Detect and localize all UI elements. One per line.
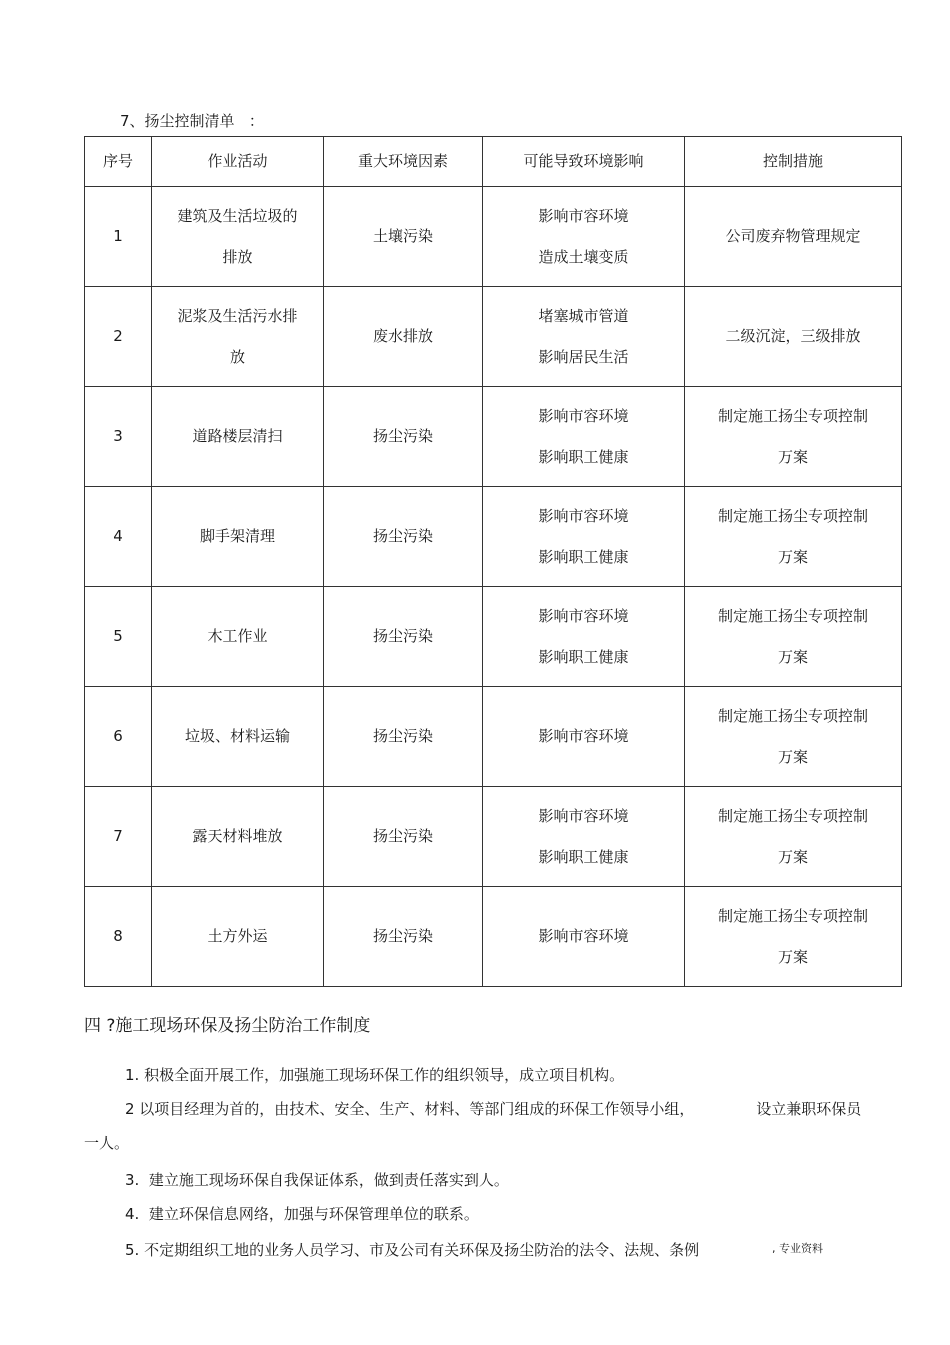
cell-factor: 扬尘污染 [324,887,483,987]
cell-activity [152,587,324,687]
header-serial: 序号 [85,137,152,187]
cell-impact-line: 影响市容环境 [538,406,629,425]
cell-activity [152,687,324,787]
cell-factor: 扬尘污染 [324,587,483,687]
cell-factor: 扬尘污染 [324,487,483,587]
cell-measure-line: 公司废弃物管理规定 [725,227,861,245]
cell-measure-line: 万案 [777,747,808,766]
cell-activity-line: 土方外运 [207,927,268,945]
header-factor: 重大环境因素 [324,137,483,187]
table-caption: 7、扬尘控制清单 ： [120,112,264,130]
cell-impact-line: 影响市容环境 [538,727,629,745]
cell-impact [483,887,685,987]
table-row [85,187,902,287]
cell-measure [685,487,902,587]
cell-impact-line: 影响市容环境 [538,806,629,825]
cell-measure [685,187,902,287]
cell-measure [685,787,902,887]
rule-item-1: 1. 积极全面开展工作，加强施工现场环保工作的组织领导，成立项目机构。 [125,1066,625,1084]
cell-impact [483,487,685,587]
table-row [85,887,902,987]
cell-impact-line: 堵塞城市管道 [538,306,629,325]
cell-impact-line: 影响居民生活 [538,347,629,366]
cell-measure-line: 万案 [777,947,808,966]
cell-activity-line: 泥浆及生活污水排 [177,306,298,325]
cell-measure-line: 制定施工扬尘专项控制 [717,906,868,925]
cell-measure-line: 万案 [777,647,808,666]
cell-measure-line: 制定施工扬尘专项控制 [717,706,868,725]
cell-factor: 土壤污染 [324,187,483,287]
rule-item-4: 4. 建立环保信息网络，加强与环保管理单位的联系。 [125,1205,479,1223]
cell-serial: 1 [85,187,152,287]
cell-impact [483,787,685,887]
cell-activity-line: 脚手架清理 [199,527,275,545]
table-row [85,587,902,687]
cell-measure-line: 万案 [777,847,808,866]
cell-activity [152,187,324,287]
cell-impact-line: 影响市容环境 [538,927,629,945]
table-row [85,487,902,587]
cell-impact [483,187,685,287]
cell-activity-line: 建筑及生活垃圾的 [177,206,298,225]
cell-activity [152,387,324,487]
header-activity: 作业活动 [152,137,324,187]
cell-impact-line: 造成土壤变质 [538,247,629,266]
footer-note: , 专业资料 [772,1242,823,1255]
cell-measure [685,587,902,687]
cell-serial: 3 [85,387,152,487]
table-body [85,187,902,987]
cell-serial: 8 [85,887,152,987]
cell-impact-line: 影响市容环境 [538,206,629,225]
cell-measure-line: 制定施工扬尘专项控制 [717,606,868,625]
rule-item-2: 2 以项目经理为首的，由技术、安全、生产、材料、等部门组成的环保工作领导小组， 设立兼职环保员 [125,1100,862,1118]
cell-impact-line: 影响职工健康 [538,447,629,466]
cell-factor: 废水排放 [324,287,483,387]
table-row [85,387,902,487]
cell-impact [483,387,685,487]
cell-impact-line: 影响职工健康 [538,547,629,566]
dust-control-table [84,136,902,987]
rule-item-2-continued: 一人。 [84,1134,130,1152]
cell-serial: 2 [85,287,152,387]
table-row [85,787,902,887]
cell-activity [152,787,324,887]
cell-activity [152,887,324,987]
cell-serial: 4 [85,487,152,587]
rule-item-5: 5. 不定期组织工地的业务人员学习、市及公司有关环保及扬尘防治的法令、法规、条例 [125,1241,700,1259]
header-impact: 可能导致环境影响 [483,137,685,187]
table-row [85,687,902,787]
cell-measure [685,387,902,487]
cell-measure-line: 二级沉淀，三级排放 [725,327,861,345]
cell-impact-line: 影响职工健康 [538,847,629,866]
cell-serial: 7 [85,787,152,887]
cell-activity [152,487,324,587]
cell-measure [685,287,902,387]
cell-impact [483,287,685,387]
cell-measure-line: 万案 [777,447,808,466]
header-measure: 控制措施 [685,137,902,187]
cell-impact [483,687,685,787]
cell-serial: 5 [85,587,152,687]
cell-activity-line: 垃圾、材料运输 [184,727,290,745]
cell-impact-line: 影响市容环境 [538,506,629,525]
cell-measure-line: 万案 [777,547,808,566]
cell-activity-line: 放 [229,347,245,366]
cell-activity-line: 排放 [222,247,253,266]
cell-activity [152,287,324,387]
cell-factor: 扬尘污染 [324,387,483,487]
cell-measure-line: 制定施工扬尘专项控制 [717,506,868,525]
cell-measure-line: 制定施工扬尘专项控制 [717,406,868,425]
section-title: 四 ?施工现场环保及扬尘防治工作制度 [84,1016,371,1036]
cell-serial: 6 [85,687,152,787]
cell-impact-line: 影响职工健康 [538,647,629,666]
table-header-row [85,137,902,187]
cell-measure-line: 制定施工扬尘专项控制 [717,806,868,825]
cell-activity-line: 道路楼层清扫 [192,427,283,445]
cell-measure [685,687,902,787]
rule-item-3: 3. 建立施工现场环保自我保证体系，做到责任落实到人。 [125,1171,509,1189]
cell-factor: 扬尘污染 [324,787,483,887]
table-row [85,287,902,387]
cell-activity-line: 露天材料堆放 [192,827,283,845]
cell-activity-line: 木工作业 [207,627,268,645]
cell-impact-line: 影响市容环境 [538,606,629,625]
cell-factor: 扬尘污染 [324,687,483,787]
cell-impact [483,587,685,687]
cell-measure [685,887,902,987]
